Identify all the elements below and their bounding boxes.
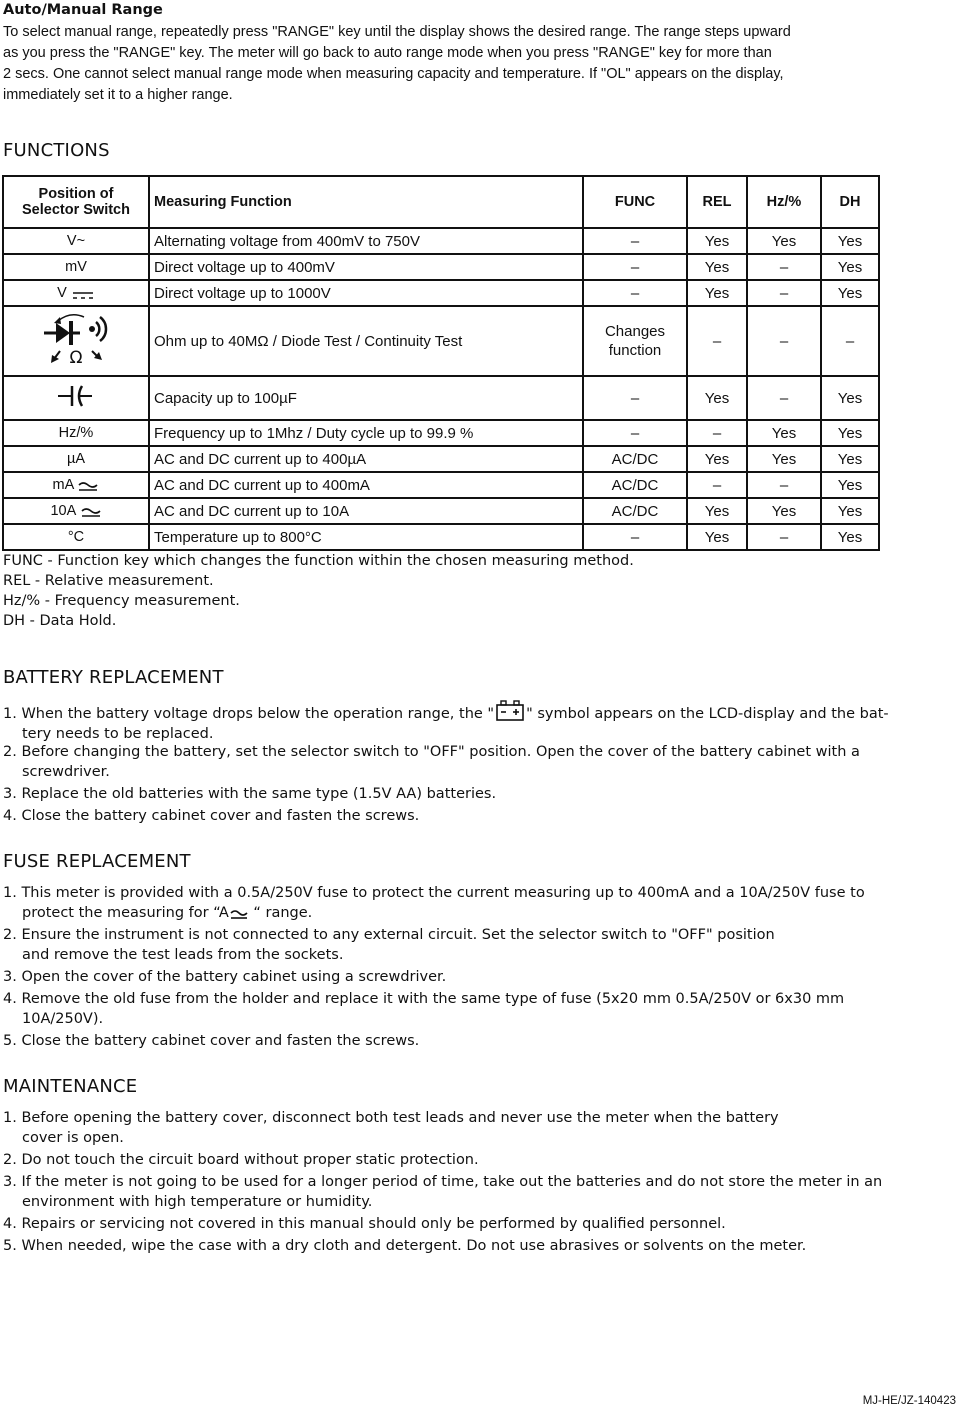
fuse-item-2-text: 2. Ensure the instrument is not connected to any external circuit. Set the selector switch to "OFF" position bbox=[3, 927, 775, 943]
rel-cell: Yes bbox=[687, 524, 747, 550]
hz-cell: Yes bbox=[747, 228, 821, 254]
hz-cell: Yes bbox=[747, 446, 821, 472]
position-cell: V~ bbox=[3, 228, 149, 254]
function-cell: AC and DC current up to 400µA bbox=[149, 446, 583, 472]
rel-cell: Yes bbox=[687, 498, 747, 524]
fuse-item-3: 3. Open the cover of the battery cabinet using a screwdriver. bbox=[3, 969, 447, 985]
fuse-item-4-cont: 10A/250V). bbox=[22, 1011, 104, 1027]
dc-symbol-icon bbox=[72, 289, 94, 301]
func-cell: AC/DC bbox=[583, 472, 687, 498]
table-row bbox=[3, 524, 879, 550]
position-cell: µA bbox=[3, 446, 149, 472]
position-label: 10A bbox=[50, 503, 76, 519]
legend-rel: REL - Relative measurement. bbox=[3, 573, 214, 589]
rel-cell: Yes bbox=[687, 280, 747, 306]
battery-item-1-after: " symbol appears on the LCD-display and the bat- bbox=[526, 706, 889, 722]
auto-manual-line-4: immediately set it to a higher range. bbox=[3, 87, 233, 103]
auto-manual-line-2: as you press the "RANGE" key. The meter will go back to auto range mode when you press "RANGE" key for more than bbox=[3, 45, 772, 61]
func-cell: AC/DC bbox=[583, 498, 687, 524]
position-cell bbox=[3, 376, 149, 420]
hz-cell: – bbox=[747, 376, 821, 420]
fuse-item-1-cont bbox=[3, 903, 865, 923]
func-cell: – bbox=[583, 254, 687, 280]
fuse-item-1 bbox=[3, 883, 865, 923]
position-cell bbox=[3, 306, 149, 376]
header-position-line1: Position of bbox=[38, 186, 114, 202]
position-cell: °C bbox=[3, 524, 149, 550]
fuse-item-4 bbox=[3, 989, 844, 1029]
legend-func: FUNC - Function key which changes the function within the chosen measuring method. bbox=[3, 553, 634, 569]
function-cell: Temperature up to 800°C bbox=[149, 524, 583, 550]
position-cell bbox=[3, 498, 149, 524]
dh-cell: Yes bbox=[821, 420, 879, 446]
table-row bbox=[3, 472, 879, 498]
hz-cell: – bbox=[747, 280, 821, 306]
dh-cell: Yes bbox=[821, 498, 879, 524]
function-cell: AC and DC current up to 400mA bbox=[149, 472, 583, 498]
function-cell: Direct voltage up to 1000V bbox=[149, 280, 583, 306]
functions-table bbox=[2, 175, 880, 551]
hz-cell: Yes bbox=[747, 420, 821, 446]
rel-cell: Yes bbox=[687, 254, 747, 280]
function-cell: Direct voltage up to 400mV bbox=[149, 254, 583, 280]
maintenance-item-1-cont: cover is open. bbox=[22, 1130, 124, 1146]
position-label: mA bbox=[52, 477, 74, 493]
maintenance-item-1-text: 1. Before opening the battery cover, disconnect both test leads and never use the meter when the battery bbox=[3, 1110, 779, 1126]
rel-cell: – bbox=[687, 472, 747, 498]
position-cell bbox=[3, 472, 149, 498]
fuse-heading: FUSE REPLACEMENT bbox=[3, 851, 191, 872]
legend-hz: Hz/% - Frequency measurement. bbox=[3, 593, 240, 609]
table-row bbox=[3, 420, 879, 446]
battery-item-3: 3. Replace the old batteries with the same type (1.5V AA) batteries. bbox=[3, 786, 497, 802]
func-cell: – bbox=[583, 376, 687, 420]
acdc-symbol-icon bbox=[78, 481, 98, 493]
position-label: V bbox=[57, 285, 67, 301]
header-dh: DH bbox=[821, 176, 879, 228]
header-rel: REL bbox=[687, 176, 747, 228]
header-position-line2: Selector Switch bbox=[22, 202, 130, 218]
battery-item-4: 4. Close the battery cabinet cover and fasten the screws. bbox=[3, 808, 420, 824]
dh-cell: Yes bbox=[821, 228, 879, 254]
table-row bbox=[3, 498, 879, 524]
capacitor-icon bbox=[56, 384, 96, 408]
func-cell: – bbox=[583, 280, 687, 306]
rel-cell: Yes bbox=[687, 376, 747, 420]
rel-cell: Yes bbox=[687, 228, 747, 254]
func-cell: – bbox=[583, 228, 687, 254]
fuse-item-5: 5. Close the battery cabinet cover and fasten the screws. bbox=[3, 1033, 420, 1049]
battery-icon bbox=[495, 700, 525, 722]
legend-dh: DH - Data Hold. bbox=[3, 613, 117, 629]
document-code: MJ-HE/JZ-140423 bbox=[862, 1395, 956, 1407]
dh-cell: Yes bbox=[821, 376, 879, 420]
table-row bbox=[3, 306, 879, 376]
fuse-item-4-text: 4. Remove the old fuse from the holder and replace it with the same type of fuse (5x20 mm 0.5A/250V or 6x30 mm bbox=[3, 991, 845, 1007]
fuse-item-1-cont-after: “ range. bbox=[248, 905, 313, 921]
function-cell: Frequency up to 1Mhz / Duty cycle up to 99.9 % bbox=[149, 420, 583, 446]
header-measuring: Measuring Function bbox=[149, 176, 583, 228]
diode-continuity-ohm-icon bbox=[36, 311, 116, 367]
maintenance-item-3-text: 3. If the meter is not going to be used for a longer period of time, take out the batteries and do not store the meter in an bbox=[3, 1174, 883, 1190]
header-hz: Hz/% bbox=[747, 176, 821, 228]
header-func: FUNC bbox=[583, 176, 687, 228]
func-cell: AC/DC bbox=[583, 446, 687, 472]
table-header-row bbox=[3, 176, 879, 228]
maintenance-item-5: 5. When needed, wipe the case with a dry cloth and detergent. Do not use abrasives or solvents on the meter. bbox=[3, 1238, 807, 1254]
battery-item-2-text: 2. Before changing the battery, set the selector switch to "OFF" position. Open the cover of the battery cabinet with a bbox=[3, 744, 860, 760]
maintenance-item-1 bbox=[3, 1108, 779, 1148]
maintenance-item-3 bbox=[3, 1172, 882, 1212]
function-cell: AC and DC current up to 10A bbox=[149, 498, 583, 524]
position-cell bbox=[3, 280, 149, 306]
ohm-label: Ω bbox=[69, 348, 83, 367]
battery-item-1-cont: tery needs to be replaced. bbox=[22, 726, 214, 742]
func-cell: Changes function bbox=[583, 306, 687, 376]
fuse-item-1-cont-before: protect the measuring for “A bbox=[22, 905, 229, 921]
hz-cell: – bbox=[747, 306, 821, 376]
func-cell: – bbox=[583, 524, 687, 550]
table-row bbox=[3, 446, 879, 472]
battery-heading: BATTERY REPLACEMENT bbox=[3, 667, 224, 688]
fuse-item-2 bbox=[3, 925, 775, 965]
func-cell: – bbox=[583, 420, 687, 446]
position-cell: Hz/% bbox=[3, 420, 149, 446]
dh-cell: Yes bbox=[821, 524, 879, 550]
hz-cell: – bbox=[747, 524, 821, 550]
rel-cell: – bbox=[687, 420, 747, 446]
battery-item-2 bbox=[3, 742, 860, 782]
hz-cell: – bbox=[747, 254, 821, 280]
maintenance-item-2: 2. Do not touch the circuit board without proper static protection. bbox=[3, 1152, 479, 1168]
acdc-symbol-icon bbox=[230, 909, 248, 921]
function-cell: Alternating voltage from 400mV to 750V bbox=[149, 228, 583, 254]
function-cell: Ohm up to 40MΩ / Diode Test / Continuity Test bbox=[149, 306, 583, 376]
maintenance-item-3-cont: environment with high temperature or humidity. bbox=[22, 1194, 373, 1210]
dh-cell: Yes bbox=[821, 472, 879, 498]
fuse-item-2-cont: and remove the test leads from the sockets. bbox=[22, 947, 344, 963]
dh-cell: – bbox=[821, 306, 879, 376]
battery-item-1-before: 1. When the battery voltage drops below the operation range, the " bbox=[3, 706, 495, 722]
functions-heading: FUNCTIONS bbox=[3, 140, 110, 161]
header-position bbox=[3, 176, 149, 228]
position-cell: mV bbox=[3, 254, 149, 280]
rel-cell: Yes bbox=[687, 446, 747, 472]
table-row bbox=[3, 228, 879, 254]
table-row bbox=[3, 280, 879, 306]
auto-manual-line-3: 2 secs. One cannot select manual range mode when measuring capacity and temperature. If "OL" appears on the display, bbox=[3, 66, 784, 82]
rel-cell: – bbox=[687, 306, 747, 376]
dh-cell: Yes bbox=[821, 446, 879, 472]
table-row bbox=[3, 376, 879, 420]
maintenance-item-4: 4. Repairs or servicing not covered in this manual should only be performed by qualified personnel. bbox=[3, 1216, 726, 1232]
battery-item-2-cont: screwdriver. bbox=[22, 764, 110, 780]
auto-manual-heading: Auto/Manual Range bbox=[3, 2, 163, 18]
table-row bbox=[3, 254, 879, 280]
fuse-item-1-text: 1. This meter is provided with a 0.5A/250V fuse to protect the current measuring up to 400mA and a 10A/250V fuse to bbox=[3, 885, 865, 901]
auto-manual-line-1: To select manual range, repeatedly press "RANGE" key until the display shows the desired range. The range steps upward bbox=[3, 24, 791, 40]
dh-cell: Yes bbox=[821, 280, 879, 306]
function-cell: Capacity up to 100µF bbox=[149, 376, 583, 420]
acdc-symbol-icon bbox=[81, 507, 101, 519]
hz-cell: – bbox=[747, 472, 821, 498]
dh-cell: Yes bbox=[821, 254, 879, 280]
maintenance-heading: MAINTENANCE bbox=[3, 1076, 138, 1097]
hz-cell: Yes bbox=[747, 498, 821, 524]
battery-item-1 bbox=[3, 700, 889, 744]
